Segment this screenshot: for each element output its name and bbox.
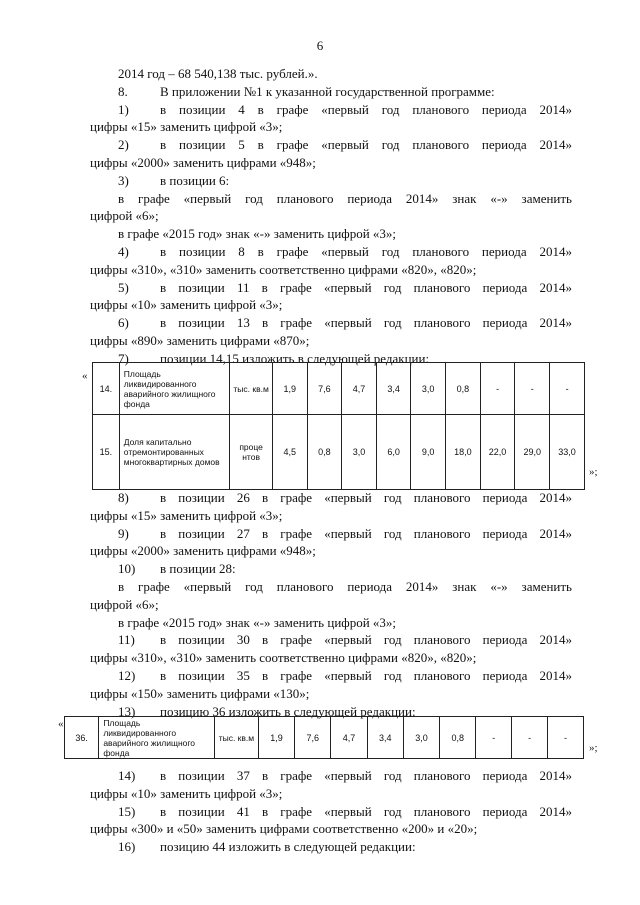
- text-line: цифры «2000» заменить цифрами «948»;: [90, 543, 316, 559]
- text-line: цифры «150» заменить цифрами «130»;: [90, 685, 310, 701]
- text-line: цифры «10» заменить цифрой «3»;: [90, 297, 283, 313]
- text-line: в позиции 35 в графе «первый год планового периода 2014»: [160, 668, 572, 683]
- text-line: цифрой «6»;: [90, 596, 159, 612]
- text-line: в позиции 4 в графе «первый год планового периода 2014»: [160, 101, 572, 117]
- value-cell: -: [476, 717, 512, 759]
- value-cell: 3,0: [342, 415, 377, 490]
- item-number: 10): [118, 561, 136, 577]
- item-number: 5): [118, 279, 129, 295]
- text-line: в графе «первый год планового периода 2014» знак «-» заменить: [118, 579, 572, 594]
- value-cell: 0,8: [440, 717, 476, 759]
- item-number: 7): [118, 350, 129, 366]
- position-cell: 14.: [93, 363, 120, 415]
- text-line: В приложении №1 к указанной государственной программе:: [160, 83, 495, 99]
- text-line: цифры «310», «310» заменить соответственно цифрами «820», «820»;: [90, 261, 477, 277]
- text-line: в позиции 5 в графе «первый год планового периода 2014»: [160, 137, 572, 153]
- table2-close-quote: »;: [589, 742, 598, 754]
- value-cell: 3,4: [376, 363, 411, 415]
- text-line: цифры «10» заменить цифрой «3»;: [90, 785, 283, 801]
- table2-open-quote: «: [58, 718, 64, 730]
- item-number: 8.: [118, 83, 128, 99]
- value-cell: 1,9: [258, 717, 294, 759]
- text-line: в позиции 27 в графе «первый год планового периода 2014»: [160, 525, 572, 541]
- item-number: 3): [118, 172, 129, 188]
- item-number: 6): [118, 315, 129, 331]
- value-cell: 4,7: [331, 717, 367, 759]
- text-line: в позиции 30 в графе «первый год планового периода 2014»: [160, 632, 572, 648]
- text-line: позиции 14,15 изложить в следующей редакции:: [160, 350, 430, 366]
- text-line: в позиции 26 в графе «первый год планового периода 2014»: [160, 490, 572, 505]
- text-line: цифры «15» заменить цифрой «3»;: [90, 119, 283, 135]
- table-row: [93, 363, 585, 415]
- text-line: в позиции 6:: [160, 172, 230, 188]
- value-cell: 0,8: [307, 415, 342, 490]
- value-cell: 33,0: [550, 415, 585, 490]
- text-line: позицию 44 изложить в следующей редакции:: [160, 839, 416, 855]
- item-number: 12): [118, 668, 136, 683]
- value-cell: 0,8: [445, 363, 480, 415]
- value-cell: 3,0: [403, 717, 439, 759]
- position-cell: 15.: [93, 415, 120, 490]
- item-number: 4): [118, 244, 129, 259]
- text-line: цифры «890» заменить цифрами «870»;: [90, 333, 310, 348]
- value-cell: -: [548, 717, 584, 759]
- text-line: в графе «2015 год» знак «-» заменить цифрой «3»;: [118, 614, 397, 630]
- text-line: цифры «15» заменить цифрой «3»;: [90, 507, 283, 523]
- item-number: 14): [118, 768, 136, 783]
- item-number: 11): [118, 632, 135, 648]
- value-cell: 9,0: [411, 415, 446, 490]
- value-cell: 29,0: [515, 415, 550, 490]
- text-line: в позиции 8 в графе «первый год планового периода 2014»: [160, 244, 572, 259]
- unit-cell: проце нтов: [230, 415, 273, 490]
- text-line: цифрой «6»;: [90, 208, 159, 224]
- item-number: 13): [118, 703, 136, 719]
- item-number: 15): [118, 803, 136, 819]
- text-line: позицию 36 изложить в следующей редакции:: [160, 703, 416, 719]
- text-line: в позиции 28:: [160, 561, 236, 577]
- value-cell: 4,7: [342, 363, 377, 415]
- text-line: 2014 год – 68 540,138 тыс. рублей.».: [118, 66, 318, 81]
- value-cell: -: [515, 363, 550, 415]
- text-line: в графе «первый год планового периода 2014» знак «-» заменить: [118, 190, 572, 206]
- value-cell: 18,0: [445, 415, 480, 490]
- value-cell: 1,9: [272, 363, 307, 415]
- unit-cell: тыс. кв.м: [230, 363, 273, 415]
- indicator-name-cell: Доля капитально отремонтированных многоквартирных домов: [119, 415, 229, 490]
- position-cell: 36.: [65, 717, 99, 759]
- item-number: 8): [118, 490, 129, 505]
- value-cell: -: [512, 717, 548, 759]
- value-cell: 22,0: [480, 415, 515, 490]
- text-line: цифры «310», «310» заменить соответственно цифрами «820», «820»;: [90, 650, 477, 666]
- table-row: [93, 415, 585, 490]
- text-line: цифры «2000» заменить цифрами «948»;: [90, 155, 316, 170]
- text-line: в позиции 41 в графе «первый год планового периода 2014»: [160, 803, 572, 819]
- value-cell: 7,6: [295, 717, 331, 759]
- value-cell: 3,4: [367, 717, 403, 759]
- item-number: 2): [118, 137, 129, 153]
- indicator-name-cell: Площадь ликвидированного аварийного жилищного фонда: [119, 363, 229, 415]
- indicator-table-1: [92, 362, 585, 490]
- table1-close-quote: »;: [589, 466, 598, 478]
- text-line: цифры «300» и «50» заменить цифрами соответственно «200» и «20»;: [90, 821, 478, 837]
- item-number: 9): [118, 525, 129, 541]
- text-line: в позиции 13 в графе «первый год планового периода 2014»: [160, 315, 572, 331]
- indicator-table-2: [64, 716, 584, 759]
- indicator-name-cell: Площадь ликвидированного аварийного жилищного фонда: [99, 717, 215, 759]
- value-cell: 6,0: [376, 415, 411, 490]
- table-row: [65, 717, 584, 759]
- text-line: в графе «2015 год» знак «-» заменить цифрой «3»;: [118, 226, 397, 242]
- text-line: в позиции 37 в графе «первый год планового периода 2014»: [160, 768, 572, 783]
- page-number: 6: [316, 38, 324, 53]
- value-cell: 3,0: [411, 363, 446, 415]
- value-cell: 7,6: [307, 363, 342, 415]
- unit-cell: тыс. кв.м: [214, 717, 258, 759]
- table1-open-quote: «: [82, 370, 88, 382]
- item-number: 1): [118, 101, 129, 117]
- value-cell: 4,5: [272, 415, 307, 490]
- value-cell: -: [480, 363, 515, 415]
- item-number: 16): [118, 839, 136, 855]
- value-cell: -: [550, 363, 585, 415]
- text-line: в позиции 11 в графе «первый год планового периода 2014»: [160, 279, 572, 295]
